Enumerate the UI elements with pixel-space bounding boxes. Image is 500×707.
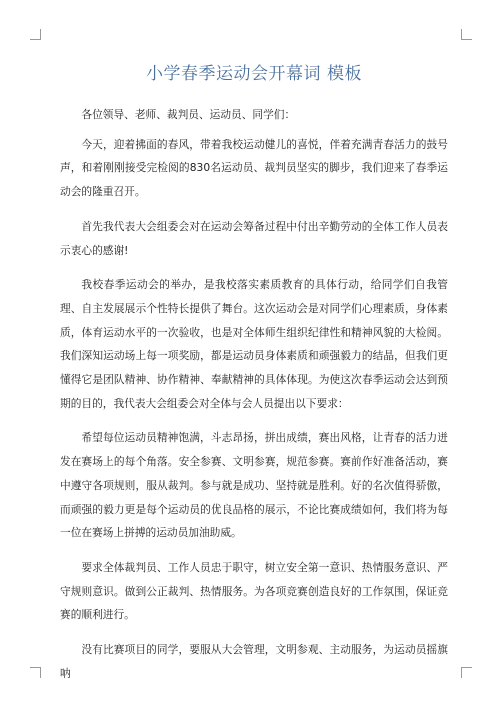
document-title: 小学春季运动会开幕词 模板 [146,64,362,84]
document-page [60,62,448,696]
document-body [60,103,448,685]
crop-mark-top-right [461,29,472,40]
crop-mark-bottom-left [30,667,41,678]
paragraph-5: 要求全体裁判员、工作人员忠于职守，树立安全第一意识、热情服务意识、严守规则意识。做到公正裁判、热情服务。为各项竞赛创造良好的工作氛围，保证竞赛的顺利进行。 [60,560,448,622]
crop-mark-bottom-right [461,667,472,678]
paragraph-3: 我校春季运动会的举办，是我校落实素质教育的具体行动，给同学们自我管理、自主发展展示个性特长提供了舞台。这次运动会是对同学们心理素质，身体素质，体育运动水平的一次验收，也是对全体师生组织纪律性和精神风貌的大检阅。我们深知运动场上每一项奖励，都是运动员身体素质和顽强毅力的结晶，但我们更懂得它是团队精神、协作精神、奉献精神的具体体现。为使这次春季运动会达到预期的目的，我代表大会组委会对全体与会人员提出以下要求： [60,278,448,410]
paragraph-4: 希望每位运动员精神饱满，斗志昂扬，拼出成绩，赛出风格，让青春的活力迸发在赛场上的每个角落。安全参赛、文明参赛，规范参赛。赛前作好准备活动，赛中遵守各项规则，服从裁判。参与就是成功、坚持就是胜利。好的名次值得骄傲，而顽强的毅力更是每个运动员的优良品格的展示，不论比赛成绩如何，我们将为每一位在赛场上拼搏的运动员加油助威。 [60,431,448,540]
paragraph-6: 没有比赛项目的同学，要服从大会管理，文明参观、主动服务，为运动员摇旗呐 [60,643,448,680]
paragraph-2: 首先我代表大会组委会对在运动会筹备过程中付出辛勤劳动的全体工作人员表示衷心的感谢! [60,219,448,257]
paragraph-1: 今天，迎着拂面的春风，带着我校运动健儿的喜悦，伴着充满青春活力的鼓号声，和着刚刚接受完检阅的830名运动员、裁判员坚实的脚步，我们迎来了春季运动会的隆重召开。 [60,137,448,199]
salutation: 各位领导、老师、裁判员、运动员、同学们： [81,108,296,121]
crop-mark-top-left [30,29,41,40]
